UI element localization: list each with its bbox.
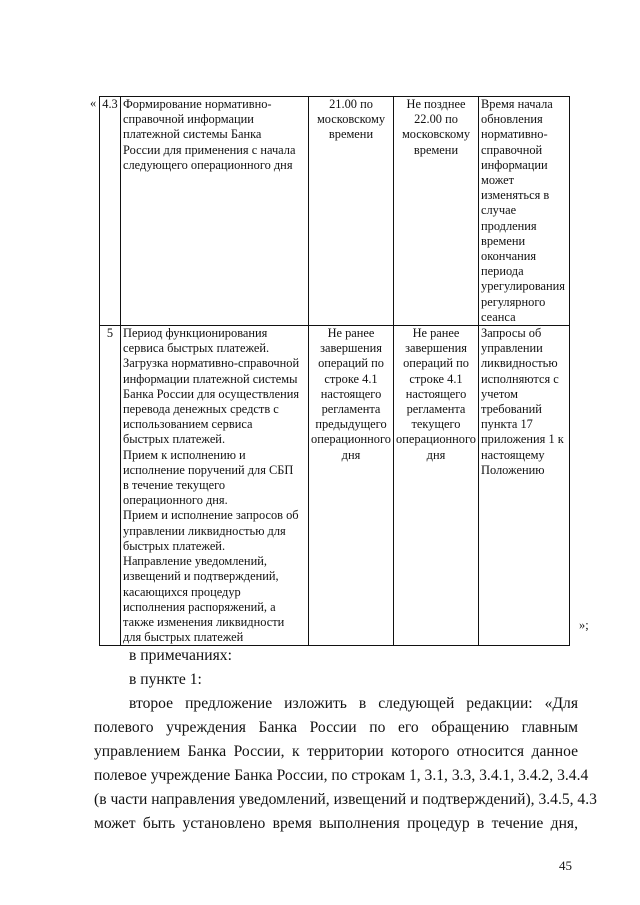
paragraph-line: второе предложение изложить в следующей редакции: «Для: [129, 695, 578, 712]
procedure-description-line: Формирование нормативно-: [123, 97, 272, 111]
start-time-line: операционного: [311, 432, 391, 447]
note-line: информации: [481, 157, 548, 172]
end-time-line: Не ранее: [412, 326, 460, 341]
start-time-line: завершения: [320, 341, 382, 356]
note-line: исполняются с: [481, 371, 559, 386]
end-time-line: операций по: [403, 356, 469, 371]
end-time-line: регламента: [406, 402, 466, 417]
note-line: требований: [481, 402, 542, 417]
procedure-description-line: информации платежной системы: [123, 371, 298, 386]
note-line: урегулирования: [481, 279, 565, 294]
procedure-description-line: извещений и подтверждений,: [123, 569, 279, 584]
end-time-line: завершения: [405, 341, 467, 356]
start-time-line: настоящего: [320, 386, 382, 401]
end-time-line: дня: [426, 447, 446, 462]
procedure-description-line: касающихся процедур: [123, 584, 241, 599]
note-cell: [479, 97, 570, 326]
procedure-description-line: также изменения ликвидности: [123, 614, 285, 629]
note-line: может: [481, 173, 515, 188]
procedure-description-line: исполнение поручений для СБП: [123, 462, 294, 477]
procedure-description-line: сервиса быстрых платежей.: [123, 341, 270, 356]
procedure-description-line: Загрузка нормативно-справочной: [123, 356, 300, 371]
note-line: приложения 1 к: [481, 432, 564, 447]
end-time-line: Не позднее: [406, 97, 466, 111]
note-cell: [479, 326, 570, 646]
procedure-description-line: платежной системы Банка: [123, 127, 262, 142]
page-number: 45: [559, 858, 572, 873]
procedure-description-cell: [121, 97, 309, 326]
end-time-line: 22.00 по: [414, 112, 458, 127]
note-line: управлении: [481, 341, 543, 356]
note-line: Положению: [481, 462, 545, 477]
note-line: Время начала: [481, 97, 553, 111]
note-line: обновления: [481, 112, 543, 127]
start-time-line: строке 4.1: [324, 371, 378, 386]
paragraph-notes: в примечаниях:: [129, 647, 232, 664]
start-time-line: 21.00 по: [329, 97, 373, 111]
note-line: пункта 17: [481, 417, 533, 432]
end-time-line: строке 4.1: [409, 371, 463, 386]
paragraph-line: может быть установлено время выполнения процедур в течение дня,: [94, 815, 578, 832]
procedure-description-line: использованием сервиса: [123, 417, 253, 432]
procedure-description-line: Банка России для осуществления: [123, 386, 300, 401]
start-time-line: московскому: [316, 112, 386, 127]
note-line: продления: [481, 218, 537, 233]
procedure-description-line: Прием к исполнению и: [123, 447, 246, 462]
note-line: настоящему: [481, 447, 545, 462]
start-time-line: дня: [341, 447, 361, 462]
paragraph-line: управлением Банка России, к территории которого относится данное: [94, 743, 578, 760]
note-line: Запросы об: [481, 326, 542, 341]
procedure-description-line: следующего операционного дня: [123, 157, 293, 172]
procedure-description-line: Прием и исполнение запросов об: [123, 508, 299, 523]
procedure-description-line: Период функционирования: [123, 326, 268, 341]
procedure-description-line: управлении ликвидностью для: [123, 523, 286, 538]
row-number-cell: 5: [100, 326, 121, 646]
procedure-description-cell: [121, 326, 309, 646]
note-line: сеанса: [481, 309, 516, 324]
procedure-description-line: быстрых платежей.: [123, 432, 226, 447]
paragraph-line: (в части направления уведомлений, извещений и подтверждений), 3.4.5, 4.3: [94, 791, 597, 808]
end-time-line: московскому: [401, 127, 471, 142]
note-line: учетом: [481, 386, 518, 401]
start-time-line: Не ранее: [327, 326, 375, 341]
note-line: справочной: [481, 142, 543, 157]
table-row: [100, 326, 570, 646]
procedure-description-line: исполнения распоряжений, а: [123, 599, 276, 614]
note-line: окончания: [481, 249, 537, 264]
schedule-table: [99, 96, 570, 646]
note-line: времени: [481, 233, 526, 248]
table-row: [100, 97, 570, 326]
note-line: изменяться в: [481, 188, 550, 203]
start-time-line: времени: [328, 127, 374, 142]
procedure-description-line: операционного дня.: [123, 493, 228, 508]
start-time-line: операций по: [318, 356, 384, 371]
procedure-description-line: справочной информации: [123, 112, 254, 127]
end-time-line: настоящего: [405, 386, 467, 401]
row-number-cell: 4.3: [100, 97, 121, 326]
note-line: случае: [481, 203, 517, 218]
opening-quote: «: [90, 96, 97, 110]
procedure-description-line: в течение текущего: [123, 478, 226, 493]
closing-quote: »;: [579, 618, 589, 632]
procedure-description-line: России для применения с начала: [123, 142, 296, 157]
paragraph-item-1: в пункте 1:: [129, 671, 202, 688]
start-time-cell: [309, 97, 394, 326]
end-time-cell: [394, 97, 479, 326]
end-time-line: времени: [413, 142, 459, 157]
procedure-description-line: перевода денежных средств с: [123, 402, 279, 417]
procedure-description-line: Направление уведомлений,: [123, 554, 267, 569]
paragraph-line: полевого учреждения Банка России по его обращению главным: [94, 719, 578, 736]
procedure-description-line: для быстрых платежей: [123, 630, 244, 645]
start-time-cell: [309, 326, 394, 646]
paragraph-line: полевое учреждение Банка России, по строкам 1, 3.1, 3.3, 3.4.1, 3.4.2, 3.4.4: [94, 767, 589, 784]
start-time-line: предыдущего: [315, 417, 387, 432]
end-time-cell: [394, 326, 479, 646]
procedure-description-line: быстрых платежей.: [123, 538, 226, 553]
note-line: регулярного: [481, 294, 546, 309]
end-time-line: текущего: [411, 417, 461, 432]
end-time-line: операционного: [396, 432, 476, 447]
start-time-line: регламента: [321, 402, 381, 417]
note-line: ликвидностью: [481, 356, 558, 371]
note-line: периода: [481, 264, 524, 279]
note-line: нормативно-: [481, 127, 548, 142]
